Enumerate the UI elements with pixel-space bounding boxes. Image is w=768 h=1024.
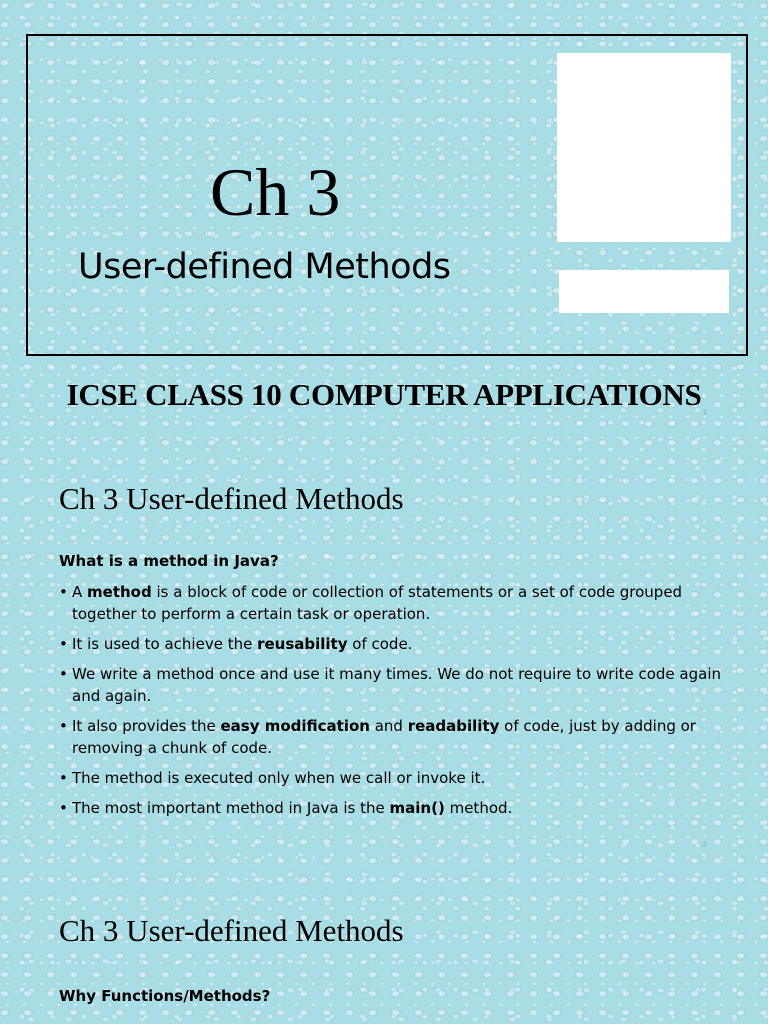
bullet-list bbox=[59, 581, 729, 827]
bullet-text: We write a method once and use it many times. We do not require to write code again and again. bbox=[72, 665, 722, 705]
bullet-text: and bbox=[369, 717, 408, 735]
slide-question: What is a method in Java? bbox=[59, 552, 279, 570]
bullet-item bbox=[59, 633, 729, 655]
label-placeholder bbox=[559, 270, 729, 313]
slide-question: Why Functions/Methods? bbox=[59, 987, 271, 1005]
bold-term: easy modification bbox=[220, 717, 370, 735]
bold-term: main() bbox=[389, 799, 445, 817]
chapter-subtitle: User-defined Methods bbox=[78, 247, 451, 287]
bullet-text: of code. bbox=[347, 635, 413, 653]
bullet-item bbox=[59, 715, 729, 759]
slide-heading: Ch 3 User-defined Methods bbox=[59, 913, 404, 948]
bold-term: method bbox=[87, 583, 152, 601]
bullet-text: The most important method in Java is the bbox=[72, 799, 390, 817]
bullet-text: A bbox=[72, 583, 88, 601]
bullet-item bbox=[59, 663, 729, 707]
bullet-text: The method is executed only when we call or invoke it. bbox=[72, 769, 486, 787]
slide-number: 1 bbox=[703, 409, 707, 416]
slide-heading: Ch 3 User-defined Methods bbox=[59, 481, 404, 516]
bullet-item bbox=[59, 767, 729, 789]
slide-number: 2 bbox=[703, 842, 707, 849]
bullet-text: method. bbox=[444, 799, 513, 817]
title-slide bbox=[0, 0, 768, 420]
bullet-item bbox=[59, 581, 729, 625]
bullet-text: It also provides the bbox=[72, 717, 221, 735]
bullet-text: is a block of code or collection of statements or a set of code grouped together to perform a certain task or operation. bbox=[72, 583, 683, 623]
image-placeholder bbox=[557, 53, 731, 242]
course-title: ICSE CLASS 10 COMPUTER APPLICATIONS bbox=[66, 377, 702, 412]
bold-term: readability bbox=[407, 717, 500, 735]
bold-term: reusability bbox=[257, 635, 348, 653]
bullet-text: of code, just by adding or removing a chunk of code. bbox=[72, 717, 696, 757]
bullet-item bbox=[59, 797, 729, 819]
chapter-title: Ch 3 bbox=[210, 154, 341, 230]
bullet-text: It is used to achieve the bbox=[72, 635, 258, 653]
